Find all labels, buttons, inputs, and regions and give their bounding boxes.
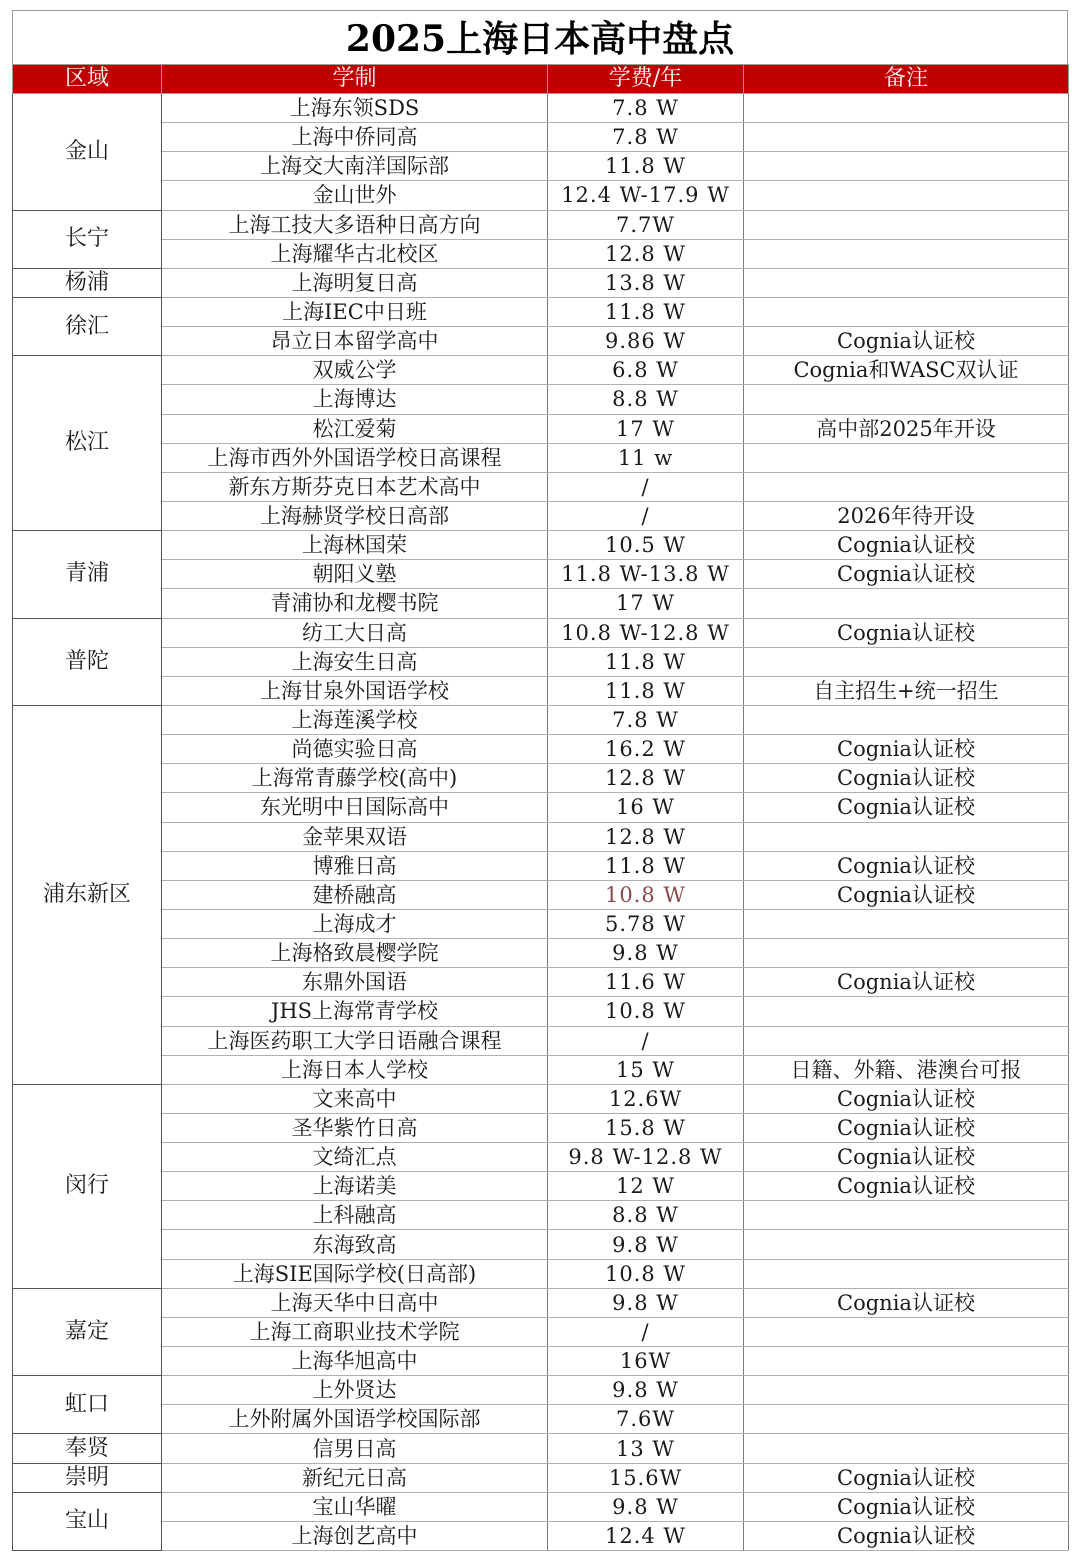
fee-cell: 7.8 W [548, 705, 744, 734]
fee-cell: 11.8 W [548, 297, 744, 326]
header-note: 备注 [744, 65, 1069, 94]
table-row [13, 1143, 1069, 1172]
note-cell: Cognia认证校 [744, 851, 1069, 880]
region-cell: 崇明 [13, 1463, 162, 1492]
fee-cell: 10.8 W [548, 1259, 744, 1288]
note-cell [744, 297, 1069, 326]
note-cell [744, 1230, 1069, 1259]
note-cell [744, 268, 1069, 297]
table-row [13, 414, 1069, 443]
note-cell [744, 239, 1069, 268]
table-row [13, 676, 1069, 705]
note-cell [744, 181, 1069, 210]
table-body [13, 94, 1069, 1551]
note-cell: Cognia认证校 [744, 968, 1069, 997]
fee-cell: 13.8 W [548, 268, 744, 297]
table-row [13, 735, 1069, 764]
school-cell: 金苹果双语 [162, 822, 548, 851]
table-row [13, 1172, 1069, 1201]
region-cell: 青浦 [13, 531, 162, 618]
table-row [13, 1201, 1069, 1230]
note-cell: Cognia认证校 [744, 1113, 1069, 1142]
school-cell: 双威公学 [162, 356, 548, 385]
school-cell: 建桥融高 [162, 880, 548, 909]
school-cell: 上海明复日高 [162, 268, 548, 297]
school-cell: 博雅日高 [162, 851, 548, 880]
school-cell: 朝阳义塾 [162, 560, 548, 589]
fee-cell: 7.8 W [548, 123, 744, 152]
note-cell [744, 385, 1069, 414]
school-cell: 上海诺美 [162, 1172, 548, 1201]
note-cell [744, 1201, 1069, 1230]
table-row [13, 1288, 1069, 1317]
fee-cell: 12.8 W [548, 822, 744, 851]
fee-cell: 17 W [548, 414, 744, 443]
table-row [13, 705, 1069, 734]
note-cell: Cognia认证校 [744, 1521, 1069, 1550]
fee-cell: 9.8 W-12.8 W [548, 1143, 744, 1172]
fee-cell: 15 W [548, 1055, 744, 1084]
school-cell: 上海市西外外国语学校日高课程 [162, 443, 548, 472]
school-cell: 金山世外 [162, 181, 548, 210]
note-cell [744, 210, 1069, 239]
note-cell [744, 1317, 1069, 1346]
table-row [13, 1376, 1069, 1405]
school-cell: 上海博达 [162, 385, 548, 414]
school-cell: 上海天华中日高中 [162, 1288, 548, 1317]
note-cell [744, 152, 1069, 181]
fee-cell: 12.4 W-17.9 W [548, 181, 744, 210]
table-row [13, 1055, 1069, 1084]
table-row [13, 939, 1069, 968]
school-cell: 上外贤达 [162, 1376, 548, 1405]
note-cell [744, 1259, 1069, 1288]
fee-cell: 12.8 W [548, 239, 744, 268]
school-cell: 上海创艺高中 [162, 1521, 548, 1550]
table-row [13, 909, 1069, 938]
note-cell: Cognia认证校 [744, 618, 1069, 647]
school-cell: 尚德实验日高 [162, 735, 548, 764]
fee-cell: 11.8 W-13.8 W [548, 560, 744, 589]
fee-cell: 16W [548, 1347, 744, 1376]
fee-cell: 9.8 W [548, 1230, 744, 1259]
table-row [13, 1434, 1069, 1463]
school-cell: 昂立日本留学高中 [162, 327, 548, 356]
table-row [13, 647, 1069, 676]
region-cell: 奉贤 [13, 1434, 162, 1463]
school-cell: 信男日高 [162, 1434, 548, 1463]
table-row [13, 1521, 1069, 1550]
fee-cell: 9.8 W [548, 1376, 744, 1405]
table-row [13, 968, 1069, 997]
fee-cell: / [548, 1317, 744, 1346]
note-cell [744, 822, 1069, 851]
school-cell: 上海安生日高 [162, 647, 548, 676]
table-row [13, 443, 1069, 472]
region-cell: 浦东新区 [13, 705, 162, 1084]
region-cell: 嘉定 [13, 1288, 162, 1375]
school-cell: 上海中侨同高 [162, 123, 548, 152]
note-cell: Cognia认证校 [744, 1172, 1069, 1201]
school-cell: 上海医药职工大学日语融合课程 [162, 1026, 548, 1055]
fee-cell: 12.8 W [548, 764, 744, 793]
school-cell: 上科融高 [162, 1201, 548, 1230]
table-row [13, 1317, 1069, 1346]
table-row [13, 618, 1069, 647]
school-cell: 上海工商职业技术学院 [162, 1317, 548, 1346]
fee-cell: 6.8 W [548, 356, 744, 385]
school-cell: 东鼎外国语 [162, 968, 548, 997]
school-cell: 青浦协和龙樱书院 [162, 589, 548, 618]
table-row [13, 327, 1069, 356]
table-row [13, 1463, 1069, 1492]
region-cell: 金山 [13, 94, 162, 211]
table-row [13, 1026, 1069, 1055]
note-cell: Cognia认证校 [744, 880, 1069, 909]
fee-cell: 11.6 W [548, 968, 744, 997]
header-row [13, 65, 1069, 94]
note-cell [744, 647, 1069, 676]
region-cell: 虹口 [13, 1376, 162, 1434]
table-row [13, 531, 1069, 560]
fee-cell: 15.6W [548, 1463, 744, 1492]
fee-cell: 11.8 W [548, 152, 744, 181]
region-cell: 徐汇 [13, 297, 162, 355]
fee-cell: 11.8 W [548, 676, 744, 705]
table-row [13, 997, 1069, 1026]
region-cell: 普陀 [13, 618, 162, 705]
school-cell: 上海SIE国际学校(日高部) [162, 1259, 548, 1288]
note-cell [744, 1026, 1069, 1055]
school-cell: 上海IEC中日班 [162, 297, 548, 326]
school-cell: 上海赫贤学校日高部 [162, 501, 548, 530]
note-cell [744, 997, 1069, 1026]
fee-cell: 15.8 W [548, 1113, 744, 1142]
note-cell: 2026年待开设 [744, 501, 1069, 530]
fee-cell: 12.6W [548, 1084, 744, 1113]
school-cell: 宝山华曜 [162, 1492, 548, 1521]
table-row [13, 589, 1069, 618]
school-cell: 上海耀华古北校区 [162, 239, 548, 268]
fee-cell: 12.4 W [548, 1521, 744, 1550]
note-cell: Cognia和WASC双认证 [744, 356, 1069, 385]
note-cell: Cognia认证校 [744, 735, 1069, 764]
fee-cell: 13 W [548, 1434, 744, 1463]
fee-cell: 11.8 W [548, 851, 744, 880]
note-cell [744, 472, 1069, 501]
note-cell: Cognia认证校 [744, 560, 1069, 589]
fee-cell: / [548, 501, 744, 530]
region-cell: 长宁 [13, 210, 162, 268]
note-cell: Cognia认证校 [744, 531, 1069, 560]
note-cell: 日籍、外籍、港澳台可报 [744, 1055, 1069, 1084]
school-cell: 上海常青藤学校(高中) [162, 764, 548, 793]
table-row [13, 268, 1069, 297]
header-fee: 学费/年 [548, 65, 744, 94]
table-row [13, 1405, 1069, 1434]
table-row [13, 1113, 1069, 1142]
note-cell [744, 1376, 1069, 1405]
note-cell [744, 939, 1069, 968]
school-cell: 上海交大南洋国际部 [162, 152, 548, 181]
fee-cell: 17 W [548, 589, 744, 618]
fee-cell: 7.7W [548, 210, 744, 239]
note-cell: Cognia认证校 [744, 793, 1069, 822]
region-cell: 杨浦 [13, 268, 162, 297]
school-cell: 上海日本人学校 [162, 1055, 548, 1084]
school-cell: 新东方斯芬克日本艺术高中 [162, 472, 548, 501]
header-school: 学制 [162, 65, 548, 94]
school-cell: 上海工技大多语种日高方向 [162, 210, 548, 239]
note-cell: Cognia认证校 [744, 1288, 1069, 1317]
table-row [13, 385, 1069, 414]
fee-cell: 11.8 W [548, 647, 744, 676]
fee-cell: 11 w [548, 443, 744, 472]
note-cell [744, 1434, 1069, 1463]
table-row [13, 1492, 1069, 1521]
school-cell: 上海成才 [162, 909, 548, 938]
note-cell: Cognia认证校 [744, 327, 1069, 356]
page-title: 2025上海日本高中盘点 [12, 10, 1068, 64]
fee-cell: 16 W [548, 793, 744, 822]
note-cell [744, 705, 1069, 734]
school-cell: 上海东领SDS [162, 94, 548, 123]
region-cell: 宝山 [13, 1492, 162, 1550]
table-row [13, 560, 1069, 589]
school-cell: 上海格致晨樱学院 [162, 939, 548, 968]
note-cell [744, 1405, 1069, 1434]
table-row [13, 210, 1069, 239]
fee-cell: / [548, 472, 744, 501]
fee-cell: 9.8 W [548, 939, 744, 968]
table-row [13, 297, 1069, 326]
note-cell: Cognia认证校 [744, 1463, 1069, 1492]
note-cell: 自主招生+统一招生 [744, 676, 1069, 705]
table-row [13, 501, 1069, 530]
table-row [13, 822, 1069, 851]
note-cell [744, 589, 1069, 618]
fee-cell: 8.8 W [548, 1201, 744, 1230]
fee-cell: 7.8 W [548, 94, 744, 123]
fee-cell: 9.8 W [548, 1492, 744, 1521]
note-cell: 高中部2025年开设 [744, 414, 1069, 443]
fee-cell: 10.8 W [548, 880, 744, 909]
table-row [13, 1230, 1069, 1259]
fee-cell: 10.8 W [548, 997, 744, 1026]
table-row [13, 152, 1069, 181]
fee-cell: 12 W [548, 1172, 744, 1201]
school-cell: 松江爱菊 [162, 414, 548, 443]
school-cell: 上海甘泉外国语学校 [162, 676, 548, 705]
fee-cell: 9.8 W [548, 1288, 744, 1317]
header-region: 区域 [13, 65, 162, 94]
table-row [13, 1347, 1069, 1376]
table-row [13, 851, 1069, 880]
note-cell: Cognia认证校 [744, 1084, 1069, 1113]
fee-cell: 5.78 W [548, 909, 744, 938]
school-cell: 东光明中日国际高中 [162, 793, 548, 822]
table-row [13, 1259, 1069, 1288]
region-cell: 闵行 [13, 1084, 162, 1288]
fee-cell: / [548, 1026, 744, 1055]
school-cell: JHS上海常青学校 [162, 997, 548, 1026]
table-row [13, 1084, 1069, 1113]
table-row [13, 880, 1069, 909]
school-cell: 上海林国荣 [162, 531, 548, 560]
region-cell: 松江 [13, 356, 162, 531]
school-cell: 新纪元日高 [162, 1463, 548, 1492]
table-row [13, 764, 1069, 793]
school-cell: 文来高中 [162, 1084, 548, 1113]
table-row [13, 239, 1069, 268]
table-row [13, 94, 1069, 123]
note-cell [744, 909, 1069, 938]
fee-cell: 8.8 W [548, 385, 744, 414]
note-cell: Cognia认证校 [744, 764, 1069, 793]
table-row [13, 356, 1069, 385]
school-cell: 上海华旭高中 [162, 1347, 548, 1376]
note-cell [744, 123, 1069, 152]
fee-cell: 16.2 W [548, 735, 744, 764]
school-cell: 纺工大日高 [162, 618, 548, 647]
school-cell: 文绮汇点 [162, 1143, 548, 1172]
spreadsheet [12, 10, 1068, 1551]
table-row [13, 123, 1069, 152]
table-row [13, 472, 1069, 501]
school-cell: 东海致高 [162, 1230, 548, 1259]
note-cell [744, 94, 1069, 123]
note-cell: Cognia认证校 [744, 1492, 1069, 1521]
fee-cell: 9.86 W [548, 327, 744, 356]
table-row [13, 793, 1069, 822]
note-cell [744, 443, 1069, 472]
table-row [13, 181, 1069, 210]
fee-cell: 10.8 W-12.8 W [548, 618, 744, 647]
fee-cell: 10.5 W [548, 531, 744, 560]
note-cell [744, 1347, 1069, 1376]
school-table [12, 64, 1069, 1551]
school-cell: 上外附属外国语学校国际部 [162, 1405, 548, 1434]
note-cell: Cognia认证校 [744, 1143, 1069, 1172]
school-cell: 上海莲溪学校 [162, 705, 548, 734]
school-cell: 圣华紫竹日高 [162, 1113, 548, 1142]
fee-cell: 7.6W [548, 1405, 744, 1434]
